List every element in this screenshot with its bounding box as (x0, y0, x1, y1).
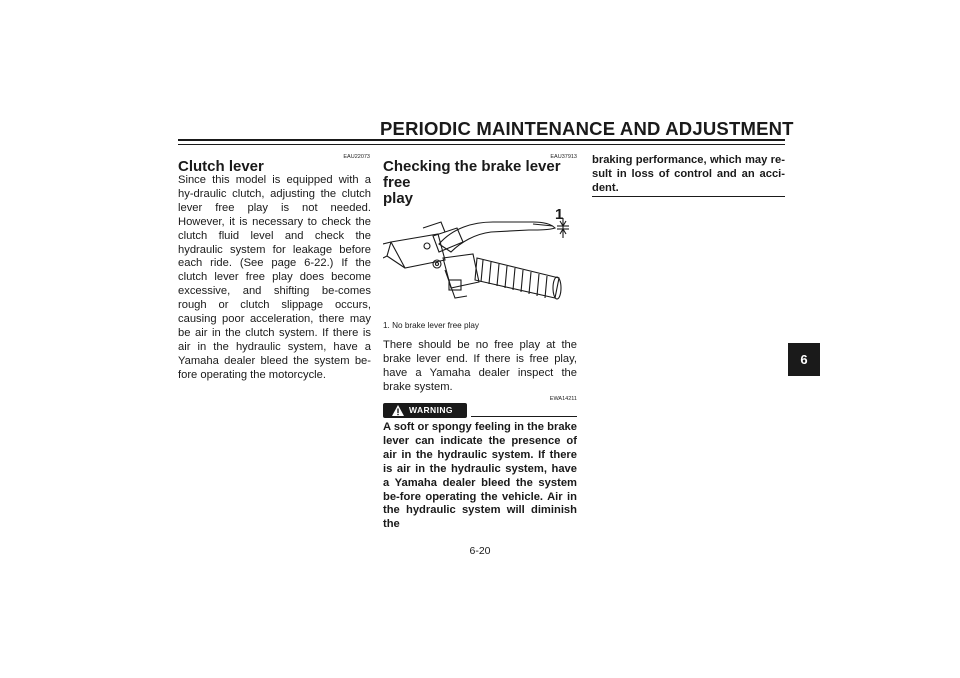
section-code-clutch: EAU22073 (343, 154, 370, 160)
warning-label: WARNING (409, 405, 453, 415)
figure-caption: 1. No brake lever free play (383, 321, 480, 330)
figure-callout-1: 1 (555, 206, 564, 223)
header-rule-thin (178, 144, 785, 145)
warning-rule (471, 416, 577, 417)
warning-triangle-icon (391, 404, 405, 417)
warning-text-continued: braking performance, which may re-sult in loss of control and an acci-dent. (592, 154, 785, 194)
warning-text: A soft or spongy feeling in the brake lever can indicate the presence of air in the hydraulic system. If there is air in the hydraulic system, have a Yamaha dealer bleed the system be-fore operating the vehicle. Air in the hydraulic system will diminish the (383, 421, 577, 531)
page-number: 6-20 (469, 545, 491, 557)
page-header-title: PERIODIC MAINTENANCE AND ADJUSTMENT (380, 118, 794, 139)
heading-line-1: Checking the brake lever free (383, 158, 561, 191)
brake-lever-paragraph: There should be no free play at the brake lever end. If there is free play, have a Yamaha dealer inspect the brake system. (383, 339, 577, 393)
clutch-lever-paragraph: Since this model is equipped with a hy-draulic clutch, adjusting the clutch lever free play is not needed. However, it is necessary to check the clutch fluid level and check the hydraulic system for leakage before each ride. (See page 6-22.) If the clutch lever free play does become excessive, and shifting be-comes rough or clutch slippage occurs, causing poor acceleration, there may be air in the clutch system. If there is air in the hydraulic system, have a Yamaha dealer bleed the system be-fore operating the motorcycle. (178, 174, 371, 381)
section-code-brake: EAU37913 (550, 154, 577, 160)
chapter-tab: 6 (788, 343, 820, 376)
warning-badge (383, 403, 467, 418)
brake-lever-illustration (383, 198, 578, 313)
warning-code: EWA14211 (549, 396, 577, 402)
warning-end-rule (592, 196, 785, 197)
section-heading-clutch-lever: Clutch lever (178, 158, 264, 175)
heading-line-2: play (383, 190, 414, 207)
header-rule-thick (178, 139, 785, 141)
